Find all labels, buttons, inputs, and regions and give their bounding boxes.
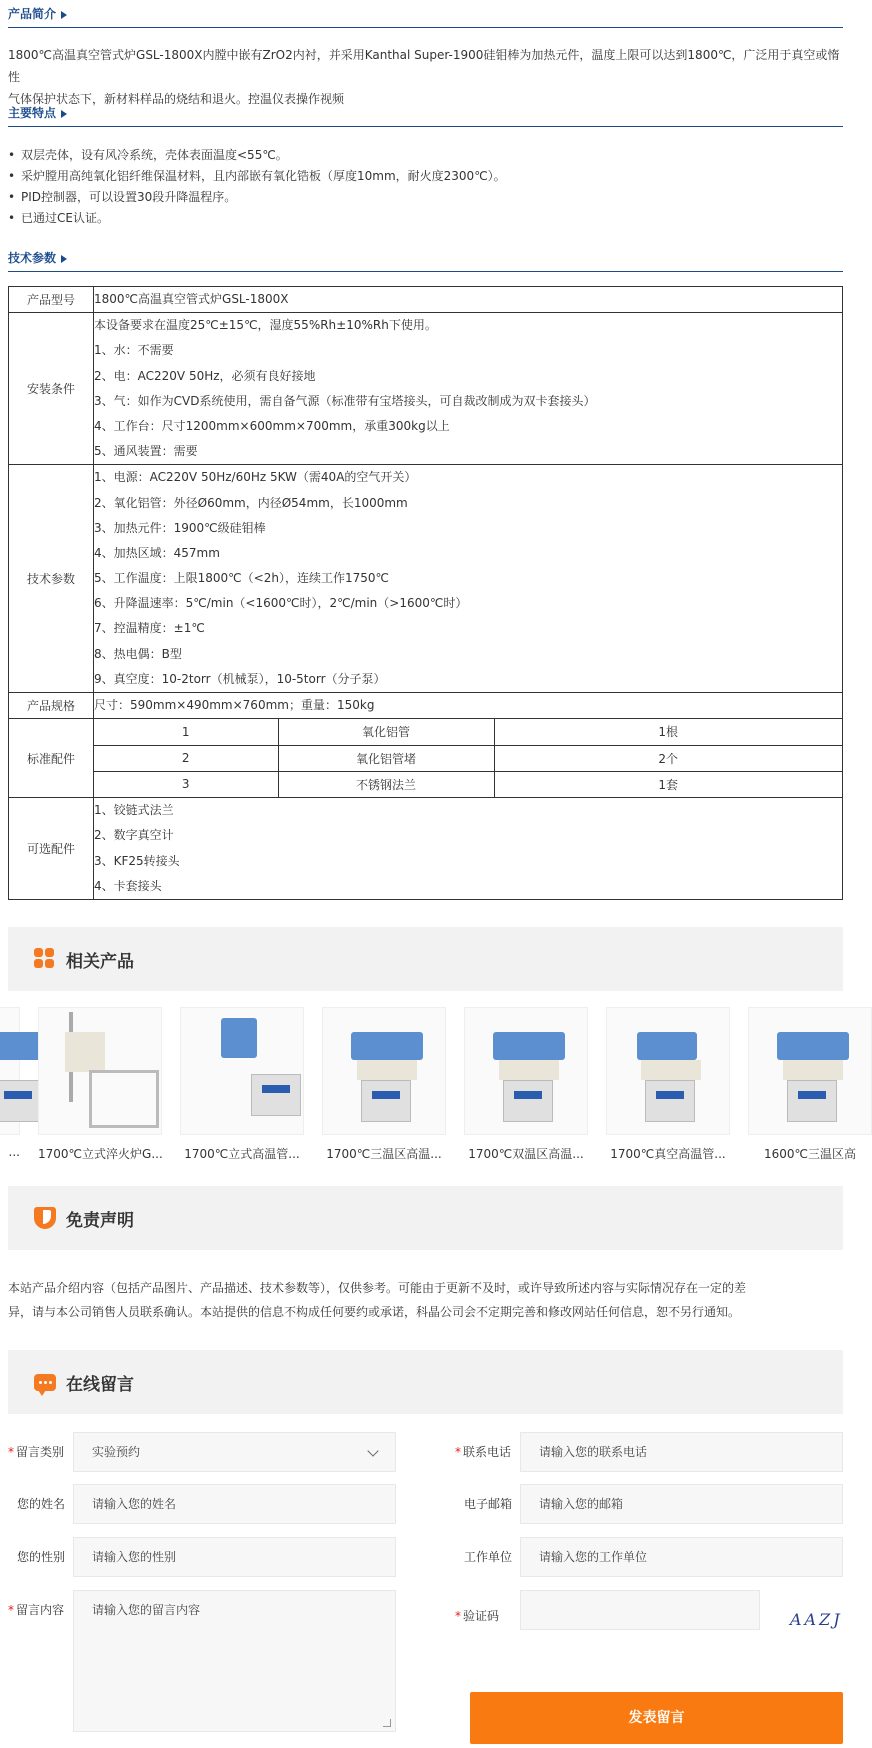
phone-input[interactable]: 请输入您的联系电话 <box>520 1432 843 1472</box>
spec-value <box>94 798 843 900</box>
spec-line: 4、工作台：尺寸1200mm×600mm×700mm，承重300kg以上 <box>94 418 450 433</box>
table-cell: 2 <box>94 745 278 771</box>
required-mark: * <box>455 1445 461 1459</box>
spec-line: 1、水：不需要 <box>94 343 174 358</box>
disclaimer-line: 本站产品介绍内容（包括产品图片、产品描述、技术参数等），仅供参考。可能由于更新不及时，或许导致所述内容与实际情况存在一定的差 <box>8 1281 747 1295</box>
table-row <box>94 771 842 797</box>
name-label: 您的姓名 <box>17 1497 66 1511</box>
company-label: 工作单位 <box>464 1550 513 1564</box>
spec-line: 本设备要求在温度25℃±15℃，湿度55%Rh±10%Rh下使用。 <box>94 318 437 333</box>
message-header <box>8 1350 843 1414</box>
type-label <box>8 1444 64 1460</box>
submit-button[interactable]: 发表留言 <box>470 1692 843 1744</box>
table-row <box>9 465 843 693</box>
spec-line: 尺寸：590mm×490mm×760mm；重量：150kg <box>94 698 375 712</box>
product-name[interactable]: 1700℃真空高温管... <box>610 1147 726 1161</box>
product-card[interactable] <box>322 1007 446 1162</box>
product-image <box>606 1007 730 1135</box>
spec-label: 技术参数 <box>9 465 94 693</box>
arrow-right-icon <box>61 110 67 118</box>
product-image <box>464 1007 588 1135</box>
table-cell: 1套 <box>494 771 842 797</box>
list-item: • PID控制器，可以设置30段升降温程序。 <box>8 187 843 208</box>
content-label <box>8 1602 64 1618</box>
spec-line: 6、升降温速率：5℃/min（<1600℃时），2℃/min（>1600℃时） <box>94 596 468 611</box>
arrow-right-icon <box>61 255 67 263</box>
features-list <box>8 145 843 229</box>
captcha-input[interactable] <box>520 1590 760 1630</box>
chevron-down-icon <box>367 1445 378 1456</box>
list-item: • 采炉膛用高纯氧化铝纤维保温材料，且内部嵌有氧化锆板（厚度10mm，耐火度2300℃）。 <box>8 166 843 187</box>
spec-value <box>94 287 843 313</box>
accessories-table <box>94 719 842 797</box>
table-row <box>9 798 843 900</box>
spec-label: 可选配件 <box>9 798 94 900</box>
captcha-label <box>455 1608 499 1624</box>
gender-input[interactable]: 请输入您的性别 <box>73 1537 396 1577</box>
spec-line: 1800℃高温真空管式炉GSL-1800X <box>94 292 289 306</box>
spec-line: 1、铰链式法兰 <box>94 803 174 818</box>
product-card[interactable] <box>606 1007 730 1162</box>
label-text: 留言内容 <box>16 1603 65 1617</box>
captcha-image[interactable]: AAZJ <box>790 1610 843 1629</box>
spec-line: 8、热电偶：B型 <box>94 646 182 661</box>
table-cell: 3 <box>94 771 278 797</box>
product-image <box>180 1007 304 1135</box>
table-row <box>94 745 842 771</box>
select-value: 实验预约 <box>92 1445 141 1459</box>
gender-label: 您的性别 <box>17 1550 66 1564</box>
list-item: • 已通过CE认证。 <box>8 208 843 229</box>
related-products-header <box>8 927 843 991</box>
spec-value <box>94 693 843 719</box>
label-text: 验证码 <box>463 1609 500 1623</box>
required-mark: * <box>455 1609 461 1623</box>
required-mark: * <box>8 1445 14 1459</box>
product-name[interactable]: 1700℃双温区高温... <box>468 1147 584 1161</box>
textarea-placeholder: 请输入您的留言内容 <box>92 1603 201 1617</box>
table-cell: 2个 <box>494 745 842 771</box>
email-label: 电子邮箱 <box>464 1497 513 1511</box>
spec-line: 3、加热元件：1900℃级硅钼棒 <box>94 520 266 535</box>
spec-line: 3、气：如作为CVD系统使用，需自备气源（标准带有宝塔接头，可自裁改制成为双卡套接头） <box>94 393 596 408</box>
intro-text <box>8 44 843 110</box>
product-name[interactable]: 1600℃三温区高 <box>763 1147 857 1161</box>
spec-line: 4、加热区域：457mm <box>94 545 220 560</box>
list-item: • 双层壳体，设有风冷系统，壳体表面温度<55℃。 <box>8 145 843 166</box>
email-input[interactable]: 请输入您的邮箱 <box>520 1484 843 1524</box>
spec-line: 3、KF25转接头 <box>94 853 180 868</box>
intro-line: 1800℃高温真空管式炉GSL-1800X内膛中嵌有ZrO2内衬，并采用Kanthal Super-1900硅钼棒为加热元件，温度上限可以达到1800℃，广泛用于真空或惰性 <box>8 48 840 84</box>
spec-line: 2、氧化铝管：外径Ø60mm，内径Ø54mm，长1000mm <box>94 495 408 510</box>
spec-line: 7、控温精度：±1℃ <box>94 621 205 636</box>
spec-label: 安装条件 <box>9 313 94 465</box>
spec-line: 4、卡套接头 <box>94 878 162 893</box>
disclaimer-text <box>8 1276 843 1324</box>
spec-value <box>94 313 843 465</box>
company-input[interactable]: 请输入您的工作单位 <box>520 1537 843 1577</box>
product-image <box>748 1007 872 1135</box>
table-row <box>9 719 843 798</box>
product-name[interactable]: 1700℃立式淬火炉G... <box>38 1147 163 1161</box>
spec-label: 标准配件 <box>9 719 94 798</box>
intro-line: 气体保护状态下，新材料样品的烧结和退火。控温仪表操作视频 <box>8 92 345 106</box>
disclaimer-line: 异，请与本公司销售人员联系确认。本站提供的信息不构成任何要约或承诺，科晶公司会不定期完善和修改网站任何信息，恕不另行通知。 <box>8 1305 741 1319</box>
spec-table <box>8 286 843 900</box>
section-title-text: 产品简介 <box>8 7 57 21</box>
section-title-text: 主要特点 <box>8 106 57 120</box>
label-text: 联系电话 <box>463 1445 512 1459</box>
arrow-right-icon <box>61 11 67 19</box>
table-cell: 氧化铝管堵 <box>278 745 494 771</box>
spec-line: 2、电：AC220V 50Hz，必须有良好接地 <box>94 368 316 383</box>
name-input[interactable]: 请输入您的姓名 <box>73 1484 396 1524</box>
shield-icon <box>34 1207 56 1229</box>
phone-label <box>455 1444 511 1460</box>
product-card[interactable] <box>464 1007 588 1162</box>
product-card[interactable] <box>748 1007 872 1162</box>
spec-line: 5、通风装置：需要 <box>94 444 198 459</box>
content-textarea[interactable] <box>73 1590 396 1732</box>
grid-icon <box>34 948 56 970</box>
required-mark: * <box>8 1603 14 1617</box>
product-name[interactable]: 1700℃三温区高温... <box>326 1147 442 1161</box>
table-cell: 氧化铝管 <box>278 719 494 745</box>
product-card[interactable] <box>180 1007 304 1162</box>
related-products-carousel[interactable] <box>8 1007 857 1177</box>
product-name[interactable]: 1700℃立式高温管... <box>184 1147 300 1161</box>
product-card[interactable] <box>38 1007 162 1162</box>
chat-icon <box>34 1374 56 1391</box>
accessories-cell <box>94 719 843 798</box>
table-row <box>94 719 842 745</box>
spec-line: 9、真空度：10-2torr（机械泵），10-5torr（分子泵） <box>94 671 386 686</box>
product-image <box>0 1007 20 1135</box>
spec-line: 2、数字真空计 <box>94 828 174 843</box>
table-row <box>9 313 843 465</box>
spec-line: 1、电源：AC220V 50Hz/60Hz 5KW（需40A的空气开关） <box>94 470 417 485</box>
table-row <box>9 287 843 313</box>
message-title: 在线留言 <box>66 1374 134 1395</box>
label-text: 留言类别 <box>16 1445 65 1459</box>
spec-label: 产品规格 <box>9 693 94 719</box>
spec-line: 5、工作温度：上限1800℃（<2h），连续工作1750℃ <box>94 571 389 586</box>
disclaimer-title: 免责声明 <box>66 1210 134 1231</box>
product-image <box>322 1007 446 1135</box>
product-card[interactable] <box>0 1007 20 1159</box>
type-select[interactable] <box>73 1432 396 1472</box>
related-products-title: 相关产品 <box>66 951 134 972</box>
table-cell: 不锈钢法兰 <box>278 771 494 797</box>
spec-label: 产品型号 <box>9 287 94 313</box>
section-title-features <box>8 103 843 127</box>
table-cell: 1根 <box>494 719 842 745</box>
section-title-params <box>8 248 843 272</box>
resize-handle[interactable] <box>383 1719 391 1727</box>
disclaimer-header <box>8 1186 843 1250</box>
table-row <box>9 693 843 719</box>
product-image <box>38 1007 162 1135</box>
section-title-intro <box>8 4 843 28</box>
product-name[interactable]: ... <box>8 1145 20 1159</box>
table-cell: 1 <box>94 719 278 745</box>
section-title-text: 技术参数 <box>8 251 57 265</box>
spec-value <box>94 465 843 693</box>
